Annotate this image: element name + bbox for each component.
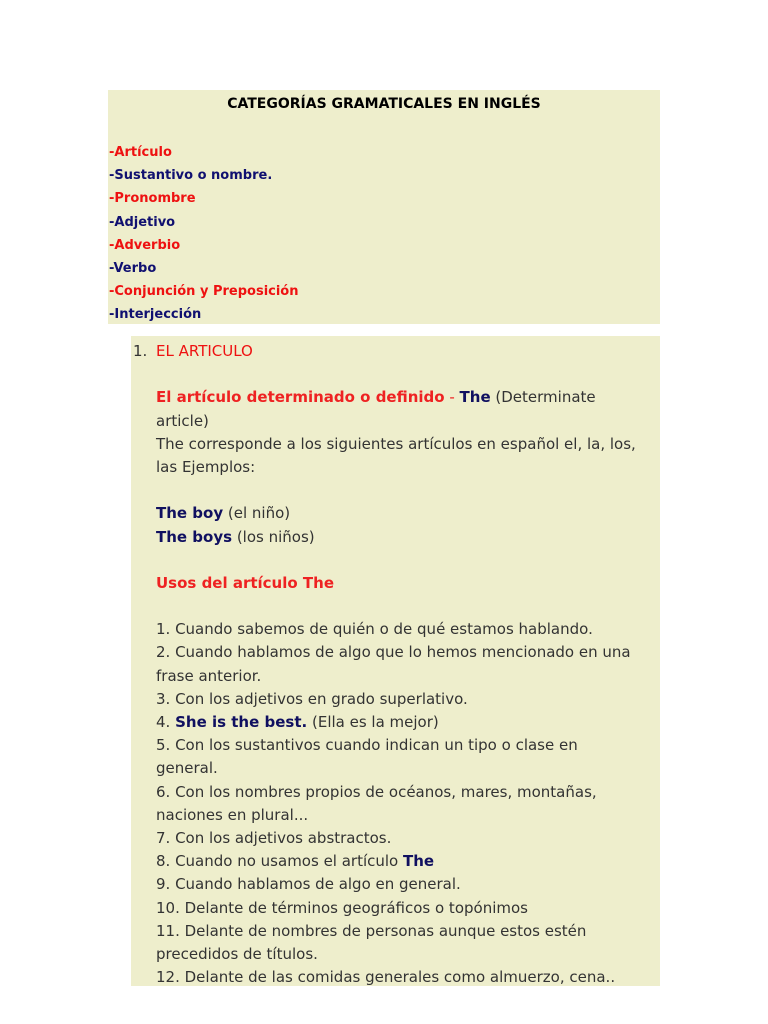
uso-12: 12. Delante de las comidas generales como almuerzo, cena..: [156, 968, 616, 986]
uso-8: [156, 850, 656, 873]
example-2-rest: (los niños): [232, 527, 315, 546]
uso-10: 10. Delante de términos geográficos o topónimos: [156, 898, 528, 917]
page-title: CATEGORÍAS GRAMATICALES EN INGLÉS: [227, 96, 541, 112]
section-heading: EL ARTICULO: [156, 342, 253, 360]
example-1: [156, 502, 656, 525]
uso-8-prefix: 8. Cuando no usamos el artículo: [156, 852, 404, 871]
definite-article-label: El artículo determinado o definido: [156, 388, 445, 407]
definite-article-line: [156, 386, 656, 409]
uso-9: 9. Cuando hablamos de algo en general.: [156, 875, 461, 894]
section-heading-line: [133, 340, 656, 363]
definite-article-paren: (Determinate: [490, 388, 596, 407]
uso-8-bold: The: [403, 852, 435, 871]
article-section-content: [133, 340, 656, 986]
uso-6a: 6. Con los nombres propios de océanos, mares, montañas,: [156, 782, 597, 801]
description-line-2: las Ejemplos:: [156, 457, 256, 476]
uso-2b: frase anterior.: [156, 666, 262, 685]
uso-3: 3. Con los adjetivos en grado superlativo.: [156, 689, 468, 708]
uso-11b: precedidos de títulos.: [156, 944, 318, 963]
uso-5a: 5. Con los sustantivos cuando indican un tipo o clase en: [156, 736, 578, 755]
definite-article-the: The: [459, 388, 491, 407]
category-item-conjuncion: -Conjunción y Preposición: [109, 284, 299, 300]
section-number: 1.: [133, 342, 148, 360]
category-item-verbo: -Verbo: [109, 260, 157, 276]
category-item-interjeccion: -Interjección: [109, 307, 202, 323]
categories-box: [108, 90, 660, 324]
uso-6b: naciones en plural...: [156, 805, 309, 824]
usos-heading: Usos del artículo The: [156, 573, 334, 592]
uso-2a: 2. Cuando hablamos de algo que lo hemos mencionado en una: [156, 643, 631, 662]
example-1-rest: (el niño): [223, 504, 291, 523]
example-2-bold: The boys: [156, 527, 233, 546]
uso-1: 1. Cuando sabemos de quién o de qué estamos hablando.: [156, 620, 593, 639]
category-item-sustantivo: -Sustantivo o nombre.: [109, 168, 273, 184]
definite-article-dash: -: [444, 388, 460, 407]
category-item-adjetivo: -Adjetivo: [109, 214, 176, 230]
uso-11a: 11. Delante de nombres de personas aunque estos estén: [156, 921, 587, 940]
article-section-box: [131, 336, 660, 986]
uso-4-prefix: 4.: [156, 713, 176, 731]
category-item-pronombre: -Pronombre: [109, 191, 196, 207]
definite-article-paren-cont: article): [156, 411, 209, 430]
uso-5b: general.: [156, 759, 218, 778]
category-item-adverbio: -Adverbio: [109, 237, 181, 253]
uso-7: 7. Con los adjetivos abstractos.: [156, 828, 392, 847]
example-1-bold: The boy: [156, 504, 224, 523]
description-line-1: The corresponde a los siguientes artículos en español el, la, los,: [156, 434, 636, 453]
uso-4-bold: She is the best.: [175, 713, 308, 731]
example-2: [156, 526, 656, 549]
uso-4-rest: (Ella es la mejor): [307, 713, 439, 731]
uso-4: [156, 711, 656, 734]
category-item-articulo: -Artículo: [109, 145, 172, 160]
categories-list: [109, 141, 299, 327]
